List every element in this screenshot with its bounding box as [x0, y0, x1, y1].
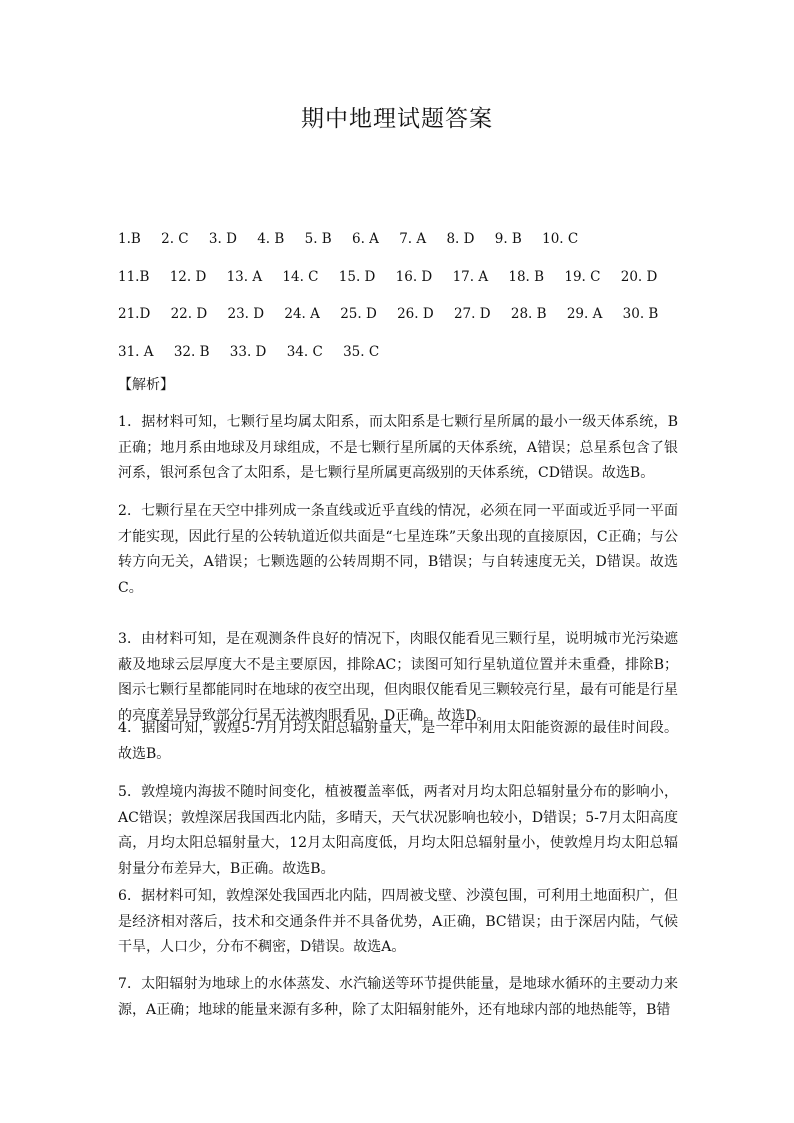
answer-item: 23. D — [227, 306, 265, 322]
answer-item: 1.B — [118, 231, 141, 247]
answer-item: 17. A — [452, 268, 489, 285]
answer-item: 10. C — [542, 231, 579, 247]
answer-item: 12. D — [169, 268, 207, 285]
analysis-paragraph: 1．据材料可知，七颗行星均属太阳系，而太阳系是七颗行星所属的最小一级天体系统，B正确；地月系由地球及月球组成，不是七颗行星所属的天体系统，A错误；总星系包含了银河系，银河系包含了太阳系，是七颗行星所属更高级别的天体系统，CD错误。故选B。 — [118, 414, 678, 481]
analysis-paragraph: 4．据图可知，敦煌5-7月月均太阳总辐射量大，是一年中利用太阳能资源的最佳时间段。故选B。 — [118, 720, 678, 762]
answer-row — [118, 226, 688, 264]
answer-item: 34. C — [286, 343, 323, 360]
answer-item: 9. B — [494, 231, 522, 247]
answer-item: 18. B — [508, 268, 545, 285]
answer-item: 31. A — [118, 343, 154, 360]
answer-item: 8. D — [446, 231, 475, 247]
answer-item: 28. B — [510, 306, 547, 322]
answer-item: 30. B — [622, 306, 659, 322]
answer-item: 3. D — [208, 231, 237, 247]
answer-item: 27. D — [453, 306, 491, 322]
answer-item: 4. B — [257, 231, 285, 247]
answer-key — [118, 226, 688, 376]
analysis-paragraph: 3．由材料可知，是在观测条件良好的情况下，肉眼仅能看见三颗行星，说明城市光污染遮蔽及地球云层厚度大不是主要原因，排除AC；读图可知行星轨道位置并未重叠，排除B；图示七颗行星都能同时在地球的夜空出现，但肉眼仅能看见三颗较亮行星，最有可能是行星的亮度差异导致部分行星无法被肉眼看见，D正确。故选D。 — [118, 631, 678, 724]
answer-item: 13. A — [226, 268, 263, 285]
answer-row — [118, 339, 688, 377]
answer-item: 24. A — [284, 306, 320, 322]
answer-item: 21.D — [118, 306, 151, 322]
answer-item: 22. D — [170, 306, 208, 322]
answer-row — [118, 301, 688, 339]
answer-item: 33. D — [229, 343, 267, 360]
answer-item: 29. A — [566, 306, 603, 322]
analysis-heading: 【解析】 — [118, 377, 174, 393]
answer-item: 6. A — [352, 231, 379, 247]
analysis-paragraph: 7．太阳辐射为地球上的水体蒸发、水汽输送等环节提供能量，是地球水循环的主要动力来源，A正确；地球的能量来源有多种，除了太阳辐射能外，还有地球内部的地热能等，B错 — [118, 976, 678, 1018]
answer-row — [118, 264, 688, 302]
analysis-paragraph: 2．七颗行星在天空中排列成一条直线或近乎直线的情况，必须在同一平面或近乎同一平面才能实现，因此行星的公转轨道近似共面是“七星连珠”天象出现的直接原因，C正确；与公转方向无关，A错误；七颗选题的公转周期不同，B错误；与自转速度无关，D错误。故选C。 — [118, 503, 678, 596]
analysis-paragraph: 5．敦煌境内海拔不随时间变化，植被覆盖率低，两者对月均太阳总辐射量分布的影响小，AC错误；敦煌深居我国西北内陆，多晴天，天气状况影响也较小，D错误；5-7月太阳高度高，月均太阳总辐射量大，12月太阳高度低，月均太阳总辐射量小，使敦煌月均太阳总辐射量分布差异大，B正确。故选B。 — [118, 784, 678, 877]
answer-item: 19. C — [564, 268, 601, 285]
answer-item: 15. D — [338, 268, 376, 285]
answer-item: 7. A — [399, 231, 427, 247]
answer-item: 5. B — [304, 231, 332, 247]
answer-item: 2. C — [161, 231, 189, 247]
answer-item: 11.B — [118, 268, 150, 285]
answer-item: 26. D — [397, 306, 434, 322]
answer-item: 20. D — [620, 268, 658, 285]
answer-item: 16. D — [395, 268, 433, 285]
page-title: 期中地理试题答案 — [301, 106, 493, 132]
analysis-paragraph: 6．据材料可知，敦煌深处我国西北内陆，四周被戈壁、沙漠包围，可利用土地面积广，但是经济相对落后，技术和交通条件并不具备优势，A正确，BC错误；由于深居内陆，气候干旱，人口少，分布不稠密，D错误。故选A。 — [118, 888, 678, 955]
answer-item: 14. C — [282, 268, 319, 285]
answer-item: 32. B — [173, 343, 210, 360]
answer-item: 35. C — [343, 343, 380, 360]
answer-item: 25. D — [340, 306, 377, 322]
